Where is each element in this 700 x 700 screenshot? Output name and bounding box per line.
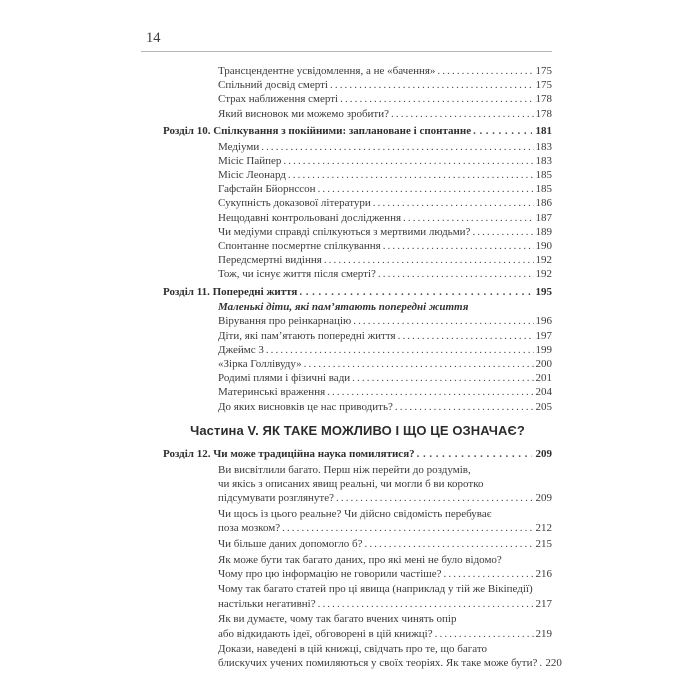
dot-leader xyxy=(340,92,533,106)
entry-text: До яких висновків це нас приводить? xyxy=(218,400,393,413)
entry-text: блискучих учених помиляються у своїх теоріях. Як таке може бути? xyxy=(218,657,538,670)
toc-entry xyxy=(163,92,552,106)
dot-leader xyxy=(472,225,533,239)
page-number: 14 xyxy=(146,30,161,46)
entry-text: Нещодавні контрольовані дослідження xyxy=(218,211,402,224)
entry-page-number: 220 xyxy=(545,657,562,670)
toc-line xyxy=(163,154,552,168)
toc-line xyxy=(163,300,552,314)
dot-leader xyxy=(283,154,533,168)
entry-page-number: 190 xyxy=(535,239,552,252)
header-rule xyxy=(141,51,552,52)
book-page xyxy=(141,30,562,671)
toc-line xyxy=(163,239,552,253)
toc-entry xyxy=(163,642,562,670)
toc-entry xyxy=(163,553,552,581)
part-heading: Частина V. ЯК ТАКЕ МОЖЛИВО І ЩО ЦЕ ОЗНАЧАЄ? xyxy=(190,422,525,438)
toc-line xyxy=(163,211,552,225)
toc-chapter-entry xyxy=(163,285,552,299)
entry-page-number: 204 xyxy=(535,386,552,399)
dot-leader xyxy=(318,597,534,611)
dot-leader xyxy=(261,140,533,154)
entry-page-number: 181 xyxy=(535,125,552,138)
toc-line xyxy=(163,182,552,196)
entry-page-number: 178 xyxy=(535,93,552,106)
entry-text: Чому так багато статей про ці явища (наприклад у тій же Вікіпедії) xyxy=(218,583,533,596)
entry-page-number: 189 xyxy=(535,225,552,238)
toc-entry xyxy=(163,168,552,182)
entry-text: Джеймс 3 xyxy=(218,343,264,356)
entry-text: Розділ 12. Чи може традиційна наука помилятися? xyxy=(163,448,415,461)
entry-page-number: 175 xyxy=(535,79,552,92)
toc-entry xyxy=(163,253,552,267)
entry-page-number: 201 xyxy=(535,372,552,385)
entry-page-number: 183 xyxy=(535,140,552,153)
toc-entry xyxy=(163,225,552,239)
toc-line xyxy=(163,329,552,343)
dot-leader xyxy=(383,239,534,253)
toc-line xyxy=(163,537,552,551)
entry-text: Спільний досвід смерті xyxy=(218,79,328,92)
entry-text: Материнські враження xyxy=(218,386,326,399)
toc-entry xyxy=(163,140,552,154)
entry-text: Ви висвітлили багато. Перш ніж перейти до роздумів, xyxy=(218,463,471,476)
page-header xyxy=(141,30,552,52)
dot-leader xyxy=(473,124,531,138)
entry-text: або відкидають ідеї, обговорені в цій книжці? xyxy=(218,627,433,640)
entry-page-number: 185 xyxy=(535,168,552,181)
dot-leader xyxy=(435,627,534,641)
toc-line xyxy=(163,597,552,611)
toc-line xyxy=(163,168,552,182)
entry-text: Як ви думаєте, чому так багато вчених чинять опір xyxy=(218,613,457,626)
entry-text: Місіс Пайпер xyxy=(218,154,282,167)
toc-line xyxy=(163,78,552,92)
toc-line xyxy=(163,140,552,154)
entry-page-number: 199 xyxy=(535,343,552,356)
dot-leader xyxy=(403,211,533,225)
toc-line xyxy=(163,371,552,385)
dot-leader xyxy=(352,371,533,385)
toc-chapter-entry xyxy=(163,124,552,138)
toc-entry xyxy=(163,463,552,506)
toc-entry xyxy=(163,78,552,92)
entry-text: чи якісь з описаних явищ реальні, чи могли б ви коротко xyxy=(218,477,484,490)
dot-leader xyxy=(539,656,543,670)
toc-line xyxy=(163,507,552,521)
entry-text: поза мозком? xyxy=(218,522,281,535)
dot-leader xyxy=(304,357,534,371)
dot-leader xyxy=(398,329,534,343)
entry-text: Місіс Леонард xyxy=(218,168,286,181)
toc-line xyxy=(163,447,552,461)
toc-line xyxy=(163,627,552,641)
toc-entry xyxy=(163,239,552,253)
dot-leader xyxy=(437,64,533,78)
toc-entry xyxy=(163,211,552,225)
toc-line xyxy=(163,656,562,670)
toc-line xyxy=(163,357,552,371)
toc-line xyxy=(163,385,552,399)
toc-entry xyxy=(163,154,552,168)
entry-page-number: 209 xyxy=(535,492,552,505)
entry-page-number: 219 xyxy=(535,627,552,640)
entry-text: Медіуми xyxy=(218,140,260,153)
dot-leader xyxy=(336,491,534,505)
dot-leader xyxy=(395,400,534,414)
toc-line xyxy=(163,477,552,491)
dot-leader xyxy=(378,267,534,281)
dot-leader xyxy=(330,78,534,92)
toc-entry xyxy=(163,182,552,196)
toc-entry xyxy=(163,329,552,343)
toc-chapter-entry xyxy=(163,447,552,461)
entry-page-number: 212 xyxy=(535,522,552,535)
entry-page-number: 200 xyxy=(535,358,552,371)
toc-line xyxy=(163,64,552,78)
dot-leader xyxy=(324,253,534,267)
entry-page-number: 183 xyxy=(535,154,552,167)
entry-page-number: 187 xyxy=(535,211,552,224)
dot-leader xyxy=(444,567,534,581)
toc-line xyxy=(163,267,552,281)
entry-text: підсумувати розглянуте? xyxy=(218,492,334,505)
toc-entry xyxy=(163,343,552,357)
entry-text: Чи щось із цього реальне? Чи дійсно свідомість перебуває xyxy=(218,507,492,520)
entry-text: Гафстайн Бйорнссон xyxy=(218,183,316,196)
toc-line xyxy=(163,553,552,567)
toc-entry xyxy=(163,107,552,121)
entry-page-number: 192 xyxy=(535,268,552,281)
entry-text: «Зірка Голлівуду» xyxy=(218,358,302,371)
dot-leader xyxy=(288,168,534,182)
entry-page-number: 178 xyxy=(535,107,552,120)
toc-line xyxy=(163,124,552,138)
entry-page-number: 209 xyxy=(535,448,552,461)
dot-leader xyxy=(373,196,534,210)
entry-text: Тож, чи існує життя після смерті? xyxy=(218,268,376,281)
toc-entry xyxy=(163,612,552,640)
entry-page-number: 197 xyxy=(535,329,552,342)
entry-text: Докази, наведені в цій книжці, свідчать про те, що багато xyxy=(218,643,488,656)
entry-page-number: 216 xyxy=(535,567,552,580)
toc-line xyxy=(163,253,552,267)
entry-text: Вірування про реінкарнацію xyxy=(218,315,352,328)
entry-text: Який висновок ми можемо зробити? xyxy=(218,107,390,120)
toc-entry xyxy=(163,371,552,385)
toc-line xyxy=(163,612,552,626)
entry-text: Спонтанне посмертне спілкування xyxy=(218,239,381,252)
entry-text: Родимі плями і фізичні вади xyxy=(218,372,351,385)
toc-line xyxy=(163,491,552,505)
entry-page-number: 217 xyxy=(535,597,552,610)
entry-text: Маленькі діти, які пам’ятають попередні життя xyxy=(218,301,469,314)
entry-page-number: 175 xyxy=(535,65,552,77)
dot-leader xyxy=(318,182,534,196)
entry-text: Чому про цю інформацію не говорили частіше? xyxy=(218,567,442,580)
entry-page-number: 196 xyxy=(535,315,552,328)
toc-entry xyxy=(163,385,552,399)
toc-line xyxy=(163,567,552,581)
entry-text: Чи медіуми справді спілкуються з мертвими людьми? xyxy=(218,225,471,238)
dot-leader xyxy=(364,537,533,551)
toc-line xyxy=(163,225,552,239)
toc-line xyxy=(163,582,552,596)
entry-text: настільки негативні? xyxy=(218,597,316,610)
entry-text: Передсмертні видіння xyxy=(218,254,322,267)
entry-page-number: 185 xyxy=(535,183,552,196)
toc-line xyxy=(163,92,552,106)
entry-text: Сукупність доказової літератури xyxy=(218,197,371,210)
entry-page-number: 192 xyxy=(535,254,552,267)
toc-entry xyxy=(163,357,552,371)
entry-text: Трансцендентне усвідомлення, а не «бачення» xyxy=(218,65,436,77)
entry-page-number: 205 xyxy=(535,400,552,413)
toc-line xyxy=(163,314,552,328)
entry-page-number: 195 xyxy=(535,286,552,299)
entry-text: Страх наближення смерті xyxy=(218,93,339,106)
dot-leader xyxy=(282,521,533,535)
toc-line xyxy=(163,642,552,656)
entry-text: Діти, які пам’ятають попередні життя xyxy=(218,329,396,342)
dot-leader xyxy=(417,447,532,461)
toc-entry xyxy=(163,582,552,610)
toc-section-subtitle xyxy=(163,300,552,314)
toc-line xyxy=(163,343,552,357)
toc-entry xyxy=(163,314,552,328)
toc-line xyxy=(163,196,552,210)
toc-entry xyxy=(163,64,552,78)
entry-page-number: 215 xyxy=(535,537,552,550)
dot-leader xyxy=(299,285,531,299)
dot-leader xyxy=(327,385,533,399)
toc-entry xyxy=(163,507,552,535)
entry-text: Як може бути так багато даних, про які мені не було відомо? xyxy=(218,553,502,566)
entry-text: Розділ 11. Попередні життя xyxy=(163,286,298,299)
toc-list xyxy=(163,64,562,671)
toc-line xyxy=(163,400,552,414)
toc-line xyxy=(163,463,552,477)
toc-entry xyxy=(163,400,552,414)
toc-line xyxy=(163,285,552,299)
entry-text: Чи більше даних допомогло б? xyxy=(218,537,363,550)
toc-entry xyxy=(163,267,552,281)
dot-leader xyxy=(391,107,533,121)
entry-page-number: 186 xyxy=(535,197,552,210)
entry-text: Розділ 10. Спілкування з покійними: заплановане і спонтанне xyxy=(163,125,472,138)
toc-line xyxy=(163,521,552,535)
toc-line xyxy=(163,107,552,121)
toc-entry xyxy=(163,537,552,551)
toc-entry xyxy=(163,196,552,210)
dot-leader xyxy=(266,343,534,357)
dot-leader xyxy=(353,314,533,328)
